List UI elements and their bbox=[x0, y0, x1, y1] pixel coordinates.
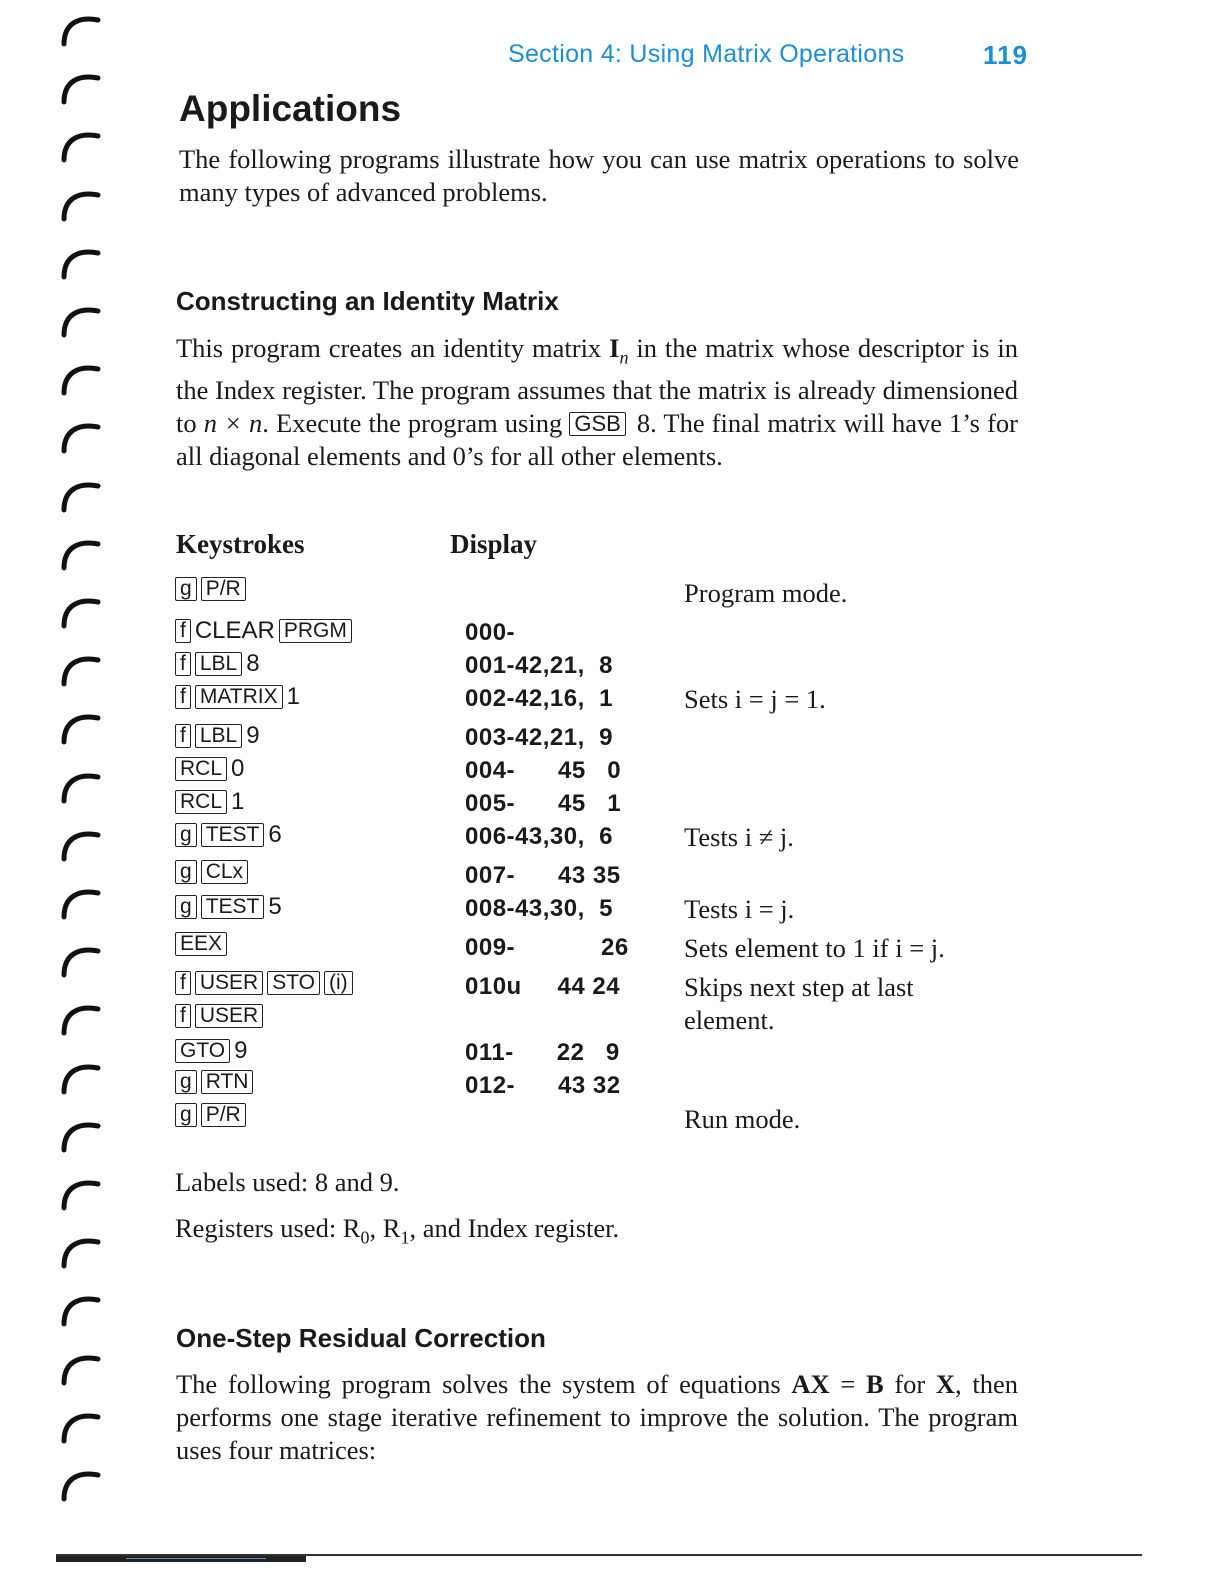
calculator-key: P/R bbox=[201, 577, 246, 601]
keystroke-text: 0 bbox=[231, 755, 245, 782]
calculator-key: f bbox=[175, 619, 191, 643]
calculator-key: LBL bbox=[195, 724, 242, 748]
keystroke-sequence bbox=[175, 722, 264, 750]
row-comment: Skips next step at last element. bbox=[684, 972, 914, 1035]
program-row bbox=[0, 1103, 1224, 1136]
keystroke-text: 9 bbox=[246, 722, 260, 749]
identity-heading: Constructing an Identity Matrix bbox=[176, 286, 559, 316]
identity-description bbox=[176, 332, 1018, 473]
calculator-key: f bbox=[175, 724, 191, 748]
program-row bbox=[0, 971, 1224, 1035]
display-code: 000- bbox=[465, 619, 516, 646]
page-number: 119 bbox=[983, 40, 1028, 70]
spiral-ring-icon bbox=[58, 417, 104, 457]
keystroke-sequence bbox=[175, 617, 356, 645]
keystroke-text: 1 bbox=[231, 788, 245, 815]
keystroke-sequence bbox=[175, 971, 357, 995]
program-row bbox=[0, 893, 1224, 926]
program-row bbox=[0, 788, 1224, 821]
matrix-X: X bbox=[935, 1369, 956, 1399]
calculator-key: f bbox=[175, 1004, 191, 1028]
running-header bbox=[508, 40, 1028, 76]
display-code: 003-42,21, 9 bbox=[465, 724, 613, 751]
spiral-ring-icon bbox=[58, 1232, 104, 1272]
labels-used: Labels used: 8 and 9. bbox=[175, 1167, 400, 1197]
reg-sub-1: 1 bbox=[400, 1227, 410, 1248]
display-code: 002-42,16, 1 bbox=[465, 685, 613, 712]
reg-text-3: , and Index register. bbox=[409, 1213, 620, 1243]
spiral-ring-icon bbox=[58, 126, 104, 166]
program-row bbox=[0, 617, 1224, 650]
calculator-key: g bbox=[175, 1103, 197, 1127]
display-code: 012- 43 32 bbox=[465, 1072, 621, 1099]
applications-heading: Applications bbox=[179, 88, 402, 129]
desc-text-2: in the matrix whose descriptor is in the Index register. The program assumes that the matrix is already dimensioned to bbox=[176, 333, 1018, 439]
res-text-1: The following program solves the system of equations bbox=[176, 1369, 792, 1399]
program-row bbox=[0, 1037, 1224, 1070]
keystroke-sequence bbox=[175, 821, 286, 849]
calculator-key: f bbox=[175, 652, 191, 676]
display-code: 008-43,30, 5 bbox=[465, 895, 613, 922]
matrix-B: B bbox=[865, 1369, 884, 1399]
display-code: 005- 45 1 bbox=[465, 790, 622, 817]
res-text-2: for bbox=[883, 1369, 936, 1399]
display-column-header: Display bbox=[450, 529, 538, 559]
calculator-key: TEST bbox=[201, 895, 265, 919]
row-comment: Sets i = j = 1. bbox=[684, 684, 826, 714]
calculator-key: CLx bbox=[201, 860, 248, 884]
registers-used bbox=[175, 1212, 975, 1254]
gsb-key: GSB bbox=[569, 412, 625, 436]
dimension-nxn: n × n bbox=[203, 408, 263, 439]
calculator-key: g bbox=[175, 577, 197, 601]
keystroke-sequence bbox=[175, 755, 248, 783]
keystroke-sequence bbox=[175, 1103, 250, 1127]
keystroke-sequence bbox=[175, 577, 250, 601]
keystroke-text: 1 bbox=[286, 683, 300, 710]
spiral-ring-icon bbox=[58, 1174, 104, 1214]
keystroke-text: 9 bbox=[234, 1037, 248, 1064]
spiral-ring-icon bbox=[58, 68, 104, 108]
keystroke-sequence bbox=[175, 683, 304, 711]
program-row bbox=[0, 932, 1224, 965]
spiral-ring-icon bbox=[58, 534, 104, 574]
calculator-key: USER bbox=[195, 1004, 263, 1028]
program-row bbox=[0, 821, 1224, 854]
display-code: 004- 45 0 bbox=[465, 757, 622, 784]
spiral-ring-icon bbox=[58, 1407, 104, 1447]
calculator-key: EEX bbox=[175, 932, 227, 956]
keystroke-text: CLEAR bbox=[194, 617, 275, 644]
calculator-key: RCL bbox=[175, 757, 227, 781]
calculator-key: g bbox=[175, 823, 197, 847]
program-row bbox=[0, 577, 1224, 610]
keystroke-sequence bbox=[175, 788, 248, 816]
program-row bbox=[0, 1070, 1224, 1103]
calculator-key: LBL bbox=[195, 652, 242, 676]
keystroke-text: 8 bbox=[246, 650, 260, 677]
calculator-key: f bbox=[175, 685, 191, 709]
res-text-3: , then performs one stage iterative refinement to improve the solution. The program uses four matrices: bbox=[176, 1369, 1018, 1465]
section-title: Section 4: Using Matrix Operations bbox=[508, 40, 905, 68]
residual-heading: One-Step Residual Correction bbox=[176, 1323, 546, 1353]
display-code: 001-42,21, 8 bbox=[465, 652, 613, 679]
spiral-ring-icon bbox=[58, 243, 104, 283]
desc-text-1: This program creates an identity matrix bbox=[176, 333, 610, 363]
calculator-key: (i) bbox=[324, 971, 353, 995]
program-row bbox=[0, 1004, 1224, 1037]
calculator-key: g bbox=[175, 860, 197, 884]
program-row bbox=[0, 722, 1224, 755]
display-code: 011- 22 9 bbox=[465, 1039, 620, 1066]
reg-text-2: , R bbox=[369, 1213, 401, 1243]
spiral-ring-icon bbox=[58, 1290, 104, 1330]
bottom-rule-accent bbox=[126, 1558, 266, 1559]
row-comment: Run mode. bbox=[684, 1104, 801, 1134]
spiral-ring-icon bbox=[58, 476, 104, 516]
keystroke-text: 5 bbox=[268, 893, 282, 920]
keystroke-sequence bbox=[175, 860, 252, 884]
program-row bbox=[0, 860, 1224, 893]
calculator-key: g bbox=[175, 895, 197, 919]
keystroke-sequence bbox=[175, 1004, 267, 1028]
calculator-key: f bbox=[175, 971, 191, 995]
row-comment: Program mode. bbox=[684, 578, 848, 608]
keystroke-sequence bbox=[175, 650, 264, 678]
program-row bbox=[0, 650, 1224, 683]
display-code: 006-43,30, 6 bbox=[465, 823, 613, 850]
desc-text-3: . Execute the program using bbox=[262, 408, 570, 439]
calculator-key: RTN bbox=[201, 1070, 254, 1094]
calculator-key: PRGM bbox=[279, 619, 352, 643]
spiral-ring-icon bbox=[58, 10, 104, 50]
spiral-ring-icon bbox=[58, 185, 104, 225]
applications-intro: The following programs illustrate how you can use matrix operations to solve many types of advanced problems. bbox=[179, 144, 1019, 207]
spiral-ring-icon bbox=[58, 1465, 104, 1505]
display-code: 009- 26 bbox=[465, 934, 629, 961]
calculator-key: g bbox=[175, 1070, 197, 1094]
desc-text-4: 8. The final matrix will have 1’s for all diagonal elements and 0’s for all other elements. bbox=[176, 408, 1018, 472]
identity-sub-n: n bbox=[619, 347, 629, 368]
calculator-key: USER bbox=[195, 971, 263, 995]
keystrokes-column-header: Keystrokes bbox=[176, 529, 305, 559]
keystroke-sequence bbox=[175, 1070, 257, 1094]
keystroke-text: 6 bbox=[268, 821, 282, 848]
reg-sub-0: 0 bbox=[360, 1227, 370, 1248]
keystroke-sequence bbox=[175, 932, 231, 956]
identity-I: I bbox=[609, 333, 620, 363]
program-row bbox=[0, 755, 1224, 788]
residual-description bbox=[176, 1368, 1018, 1467]
row-comment: Tests i ≠ j. bbox=[684, 822, 794, 852]
res-equals: = bbox=[829, 1369, 866, 1399]
spiral-ring-icon bbox=[58, 1349, 104, 1389]
calculator-key: MATRIX bbox=[195, 685, 283, 709]
bottom-rule-thick bbox=[56, 1556, 306, 1562]
reg-text-1: Registers used: R bbox=[175, 1213, 361, 1243]
row-comment: Tests i = j. bbox=[684, 894, 795, 924]
calculator-key: P/R bbox=[201, 1103, 246, 1127]
row-comment: Sets element to 1 if i = j. bbox=[684, 933, 945, 963]
calculator-key: RCL bbox=[175, 790, 227, 814]
spiral-ring-icon bbox=[58, 301, 104, 341]
matrix-AX: AX bbox=[791, 1369, 830, 1399]
keystroke-sequence bbox=[175, 1037, 251, 1065]
calculator-key: GTO bbox=[175, 1039, 230, 1063]
calculator-key: TEST bbox=[201, 823, 265, 847]
calculator-key: STO bbox=[267, 971, 320, 995]
display-code: 007- 43 35 bbox=[465, 862, 621, 889]
program-row bbox=[0, 683, 1224, 716]
identity-symbol bbox=[609, 333, 619, 363]
spiral-ring-icon bbox=[58, 359, 104, 399]
keystroke-sequence bbox=[175, 893, 286, 921]
display-code: 010u 44 24 bbox=[465, 973, 621, 1000]
